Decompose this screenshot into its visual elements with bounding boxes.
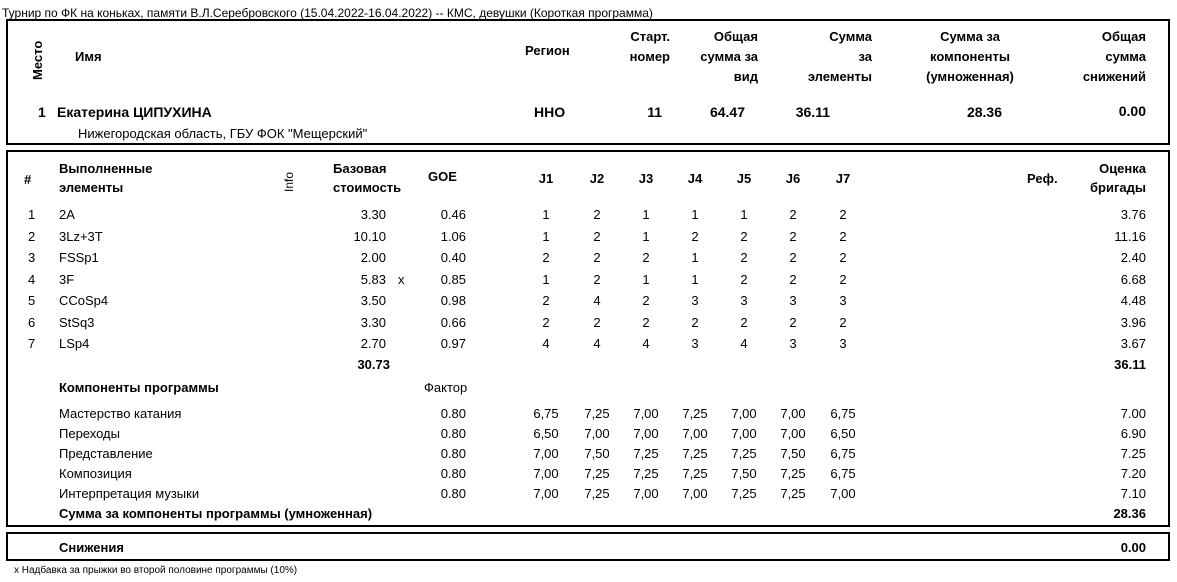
component-judge-score: 7,25 bbox=[731, 486, 757, 501]
goe-header: GOE bbox=[428, 169, 457, 184]
judge-header: J7 bbox=[835, 171, 851, 186]
component-judge-score: 7,00 bbox=[682, 426, 708, 441]
element-judge-score: 2 bbox=[593, 315, 601, 330]
info-header: Info bbox=[282, 171, 296, 192]
element-judge-score: 2 bbox=[740, 315, 748, 330]
element-judge-score: 4 bbox=[642, 336, 650, 351]
total-score-header: Общая сумма за вид bbox=[700, 29, 758, 84]
element-judge-score: 1 bbox=[642, 207, 650, 222]
panel-score-header: Оценка бригады bbox=[1090, 161, 1146, 195]
element-name: CCoSp4 bbox=[59, 293, 109, 308]
deductions-label: Снижения bbox=[59, 540, 124, 555]
element-base-value: 3.50 bbox=[360, 293, 386, 308]
element-info: x bbox=[398, 272, 405, 287]
element-judge-score: 2 bbox=[839, 250, 847, 265]
component-judge-score: 7,25 bbox=[682, 446, 708, 461]
element-number: 3 bbox=[28, 250, 36, 265]
element-judge-score: 3 bbox=[789, 336, 797, 351]
element-judge-score: 4 bbox=[740, 336, 748, 351]
skater-components: 28.36 bbox=[966, 104, 1002, 120]
footnote: x Надбавка за прыжки во второй половине программы (10%) bbox=[14, 565, 298, 576]
element-name: 2A bbox=[59, 207, 75, 222]
element-base-value: 2.70 bbox=[360, 336, 386, 351]
region-header: Регион bbox=[525, 43, 570, 58]
element-goe: 0.85 bbox=[440, 272, 466, 287]
component-judge-score: 7,00 bbox=[731, 406, 757, 421]
num-header: # bbox=[24, 172, 32, 187]
component-judge-score: 6,75 bbox=[830, 446, 856, 461]
element-goe: 1.06 bbox=[440, 229, 466, 244]
component-judge-score: 7,00 bbox=[830, 486, 856, 501]
component-judge-score: 7,00 bbox=[633, 406, 659, 421]
component-judge-score: 7,00 bbox=[731, 426, 757, 441]
component-judge-score: 7,25 bbox=[682, 406, 708, 421]
judge-header: J6 bbox=[785, 171, 801, 186]
component-judge-score: 7,50 bbox=[584, 446, 610, 461]
component-name: Представление bbox=[59, 446, 153, 461]
element-judge-score: 2 bbox=[542, 293, 550, 308]
element-number: 4 bbox=[28, 272, 36, 287]
element-judge-score: 2 bbox=[839, 207, 847, 222]
component-judge-score: 7,25 bbox=[780, 466, 806, 481]
element-judge-score: 2 bbox=[542, 315, 550, 330]
skater-deductions: 0.00 bbox=[1118, 103, 1146, 119]
element-goe: 0.98 bbox=[440, 293, 466, 308]
element-base-value: 5.83 bbox=[360, 272, 386, 287]
element-judge-score: 3 bbox=[740, 293, 748, 308]
element-judge-score: 2 bbox=[542, 250, 550, 265]
component-score: 6.90 bbox=[1120, 426, 1146, 441]
element-number: 5 bbox=[28, 293, 36, 308]
component-score: 7.00 bbox=[1120, 406, 1146, 421]
factor-header: Фактор bbox=[424, 380, 468, 395]
element-judge-score: 2 bbox=[789, 272, 797, 287]
element-base-value: 3.30 bbox=[360, 207, 386, 222]
component-judge-score: 7,25 bbox=[633, 466, 659, 481]
element-judge-score: 2 bbox=[789, 315, 797, 330]
component-score: 7.10 bbox=[1120, 486, 1146, 501]
component-judge-score: 7,00 bbox=[682, 486, 708, 501]
element-panel-score: 3.67 bbox=[1120, 336, 1146, 351]
component-factor: 0.80 bbox=[440, 466, 466, 481]
element-panel-score: 6.68 bbox=[1120, 272, 1146, 287]
component-judge-score: 7,00 bbox=[584, 426, 610, 441]
component-judge-score: 7,00 bbox=[533, 486, 559, 501]
components-sum-header: Сумма за компоненты (умноженная) bbox=[926, 29, 1014, 84]
name-header: Имя bbox=[75, 49, 102, 64]
element-judge-score: 2 bbox=[839, 272, 847, 287]
element-judge-score: 1 bbox=[691, 272, 699, 287]
skater-total: 64.47 bbox=[709, 104, 745, 120]
component-judge-score: 6,50 bbox=[830, 426, 856, 441]
base-total: 30.73 bbox=[357, 357, 390, 372]
element-panel-score: 4.48 bbox=[1120, 293, 1146, 308]
element-judge-score: 3 bbox=[691, 293, 699, 308]
component-judge-score: 7,25 bbox=[731, 446, 757, 461]
element-goe: 0.66 bbox=[440, 315, 466, 330]
element-judge-score: 1 bbox=[691, 207, 699, 222]
start-no-header: Старт. номер bbox=[629, 29, 670, 64]
component-judge-score: 7,00 bbox=[533, 446, 559, 461]
element-judge-score: 2 bbox=[691, 315, 699, 330]
elements-sum-header: Сумма за элементы bbox=[807, 29, 872, 84]
element-judge-score: 1 bbox=[642, 272, 650, 287]
elements-header: Выполненные элементы bbox=[59, 161, 153, 195]
component-score: 7.25 bbox=[1120, 446, 1146, 461]
element-judge-score: 2 bbox=[740, 229, 748, 244]
element-judge-score: 1 bbox=[542, 207, 550, 222]
element-name: FSSp1 bbox=[59, 250, 99, 265]
element-judge-score: 3 bbox=[839, 336, 847, 351]
element-number: 6 bbox=[28, 315, 36, 330]
element-judge-score: 2 bbox=[593, 272, 601, 287]
element-judge-score: 1 bbox=[691, 250, 699, 265]
element-judge-score: 2 bbox=[789, 250, 797, 265]
skater-place: 1 bbox=[38, 104, 46, 120]
component-judge-score: 7,00 bbox=[533, 466, 559, 481]
element-judge-score: 4 bbox=[593, 293, 601, 308]
component-judge-score: 7,25 bbox=[584, 486, 610, 501]
ref-header: Реф. bbox=[1027, 171, 1058, 186]
component-factor: 0.80 bbox=[440, 486, 466, 501]
element-judge-score: 2 bbox=[789, 207, 797, 222]
skater-name: Екатерина ЦИПУХИНА bbox=[57, 104, 212, 120]
component-judge-score: 7,25 bbox=[584, 406, 610, 421]
skater-club: Нижегородская область, ГБУ ФОК "Мещерский" bbox=[78, 126, 368, 141]
judge-header: J4 bbox=[687, 171, 703, 186]
component-name: Интерпретация музыки bbox=[59, 486, 200, 501]
element-name: StSq3 bbox=[59, 315, 95, 330]
element-number: 7 bbox=[28, 336, 36, 351]
element-name: LSp4 bbox=[59, 336, 90, 351]
component-judge-score: 7,00 bbox=[633, 486, 659, 501]
component-name: Композиция bbox=[59, 466, 132, 481]
element-goe: 0.97 bbox=[440, 336, 466, 351]
element-judge-score: 2 bbox=[740, 272, 748, 287]
element-judge-score: 1 bbox=[740, 207, 748, 222]
skater-start-no: 11 bbox=[647, 104, 662, 120]
element-judge-score: 1 bbox=[542, 272, 550, 287]
element-judge-score: 2 bbox=[839, 315, 847, 330]
element-judge-score: 1 bbox=[642, 229, 650, 244]
deductions-sum-header: Общая сумма снижений bbox=[1082, 29, 1146, 84]
element-judge-score: 3 bbox=[789, 293, 797, 308]
element-judge-score: 2 bbox=[740, 250, 748, 265]
element-judge-score: 2 bbox=[593, 207, 601, 222]
component-judge-score: 7,00 bbox=[780, 406, 806, 421]
element-name: 3F bbox=[59, 272, 75, 287]
base-header: Базовая стоимость bbox=[333, 161, 402, 195]
component-judge-score: 7,50 bbox=[780, 446, 806, 461]
component-name: Переходы bbox=[59, 426, 120, 441]
component-score: 7.20 bbox=[1120, 466, 1146, 481]
component-factor: 0.80 bbox=[440, 446, 466, 461]
deductions-value: 0.00 bbox=[1120, 540, 1146, 555]
component-judge-score: 7,25 bbox=[633, 446, 659, 461]
element-judge-score: 2 bbox=[789, 229, 797, 244]
element-panel-score: 3.76 bbox=[1120, 207, 1146, 222]
element-number: 1 bbox=[28, 207, 36, 222]
component-judge-score: 7,00 bbox=[780, 426, 806, 441]
component-factor: 0.80 bbox=[440, 406, 466, 421]
components-total-value: 28.36 bbox=[1113, 506, 1146, 521]
components-total-label: Сумма за компоненты программы (умноженная) bbox=[59, 506, 373, 521]
component-judge-score: 6,75 bbox=[533, 406, 559, 421]
elements-total: 36.11 bbox=[1114, 357, 1146, 372]
element-panel-score: 2.40 bbox=[1120, 250, 1146, 265]
element-base-value: 3.30 bbox=[360, 315, 386, 330]
element-base-value: 10.10 bbox=[353, 229, 386, 244]
element-judge-score: 1 bbox=[542, 229, 550, 244]
component-factor: 0.80 bbox=[440, 426, 466, 441]
judge-header: J1 bbox=[538, 171, 554, 186]
element-goe: 0.46 bbox=[440, 207, 466, 222]
component-judge-score: 7,25 bbox=[584, 466, 610, 481]
element-goe: 0.40 bbox=[440, 250, 466, 265]
element-judge-score: 3 bbox=[691, 336, 699, 351]
component-judge-score: 6,75 bbox=[830, 466, 856, 481]
element-judge-score: 2 bbox=[839, 229, 847, 244]
element-judge-score: 4 bbox=[542, 336, 550, 351]
component-judge-score: 6,50 bbox=[533, 426, 559, 441]
element-judge-score: 2 bbox=[593, 250, 601, 265]
element-judge-score: 4 bbox=[593, 336, 601, 351]
component-judge-score: 7,00 bbox=[633, 426, 659, 441]
element-name: 3Lz+3T bbox=[59, 229, 103, 244]
element-judge-score: 2 bbox=[642, 250, 650, 265]
components-title: Компоненты программы bbox=[59, 380, 219, 395]
element-judge-score: 3 bbox=[839, 293, 847, 308]
component-judge-score: 7,50 bbox=[731, 466, 757, 481]
skater-region: ННО bbox=[534, 104, 566, 120]
event-title: Турнир по ФК на коньках, памяти В.Л.Серебровского (15.04.2022-16.04.2022) -- КМС, девушки (Короткая программа) bbox=[2, 6, 653, 20]
element-judge-score: 2 bbox=[593, 229, 601, 244]
deductions-box bbox=[6, 532, 1170, 561]
element-judge-score: 2 bbox=[642, 293, 650, 308]
element-judge-score: 2 bbox=[642, 315, 650, 330]
element-number: 2 bbox=[28, 229, 36, 244]
element-panel-score: 3.96 bbox=[1120, 315, 1146, 330]
component-judge-score: 7,25 bbox=[682, 466, 708, 481]
judge-header: J5 bbox=[736, 171, 752, 186]
place-header: Место bbox=[30, 40, 45, 80]
judge-header: J3 bbox=[638, 171, 654, 186]
component-name: Мастерство катания bbox=[59, 406, 182, 421]
judge-header: J2 bbox=[589, 171, 605, 186]
component-judge-score: 6,75 bbox=[830, 406, 856, 421]
skater-elements: 36.11 bbox=[795, 104, 830, 120]
component-judge-score: 7,25 bbox=[780, 486, 806, 501]
element-base-value: 2.00 bbox=[360, 250, 386, 265]
element-panel-score: 11.16 bbox=[1114, 229, 1146, 244]
element-judge-score: 2 bbox=[691, 229, 699, 244]
